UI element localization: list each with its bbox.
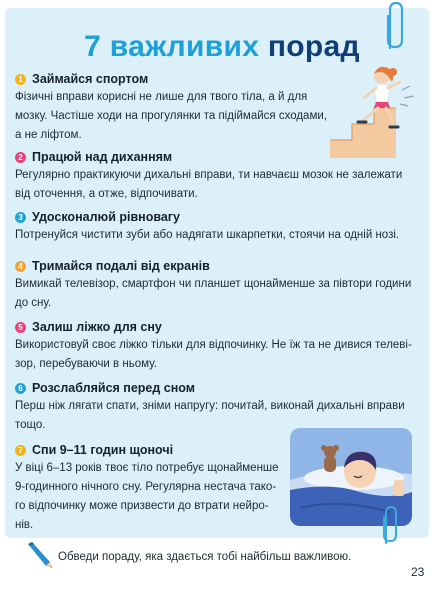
tip-1-heading-row xyxy=(15,70,385,88)
tip-7 xyxy=(15,441,305,535)
tip-7-line-1: У віці 6–13 років твоє тіло потребує щонайменше xyxy=(15,462,279,474)
tip-4-line-2: до сну. xyxy=(15,297,52,309)
tip-1-line-3: а не ліфтом. xyxy=(15,129,82,141)
tip-4-line-1: Вимикай телевізор, смартфон чи планшет щонайменше за півтори години xyxy=(15,278,412,290)
tip-5-heading: Залиш ліжко для сну xyxy=(32,320,162,334)
tip-7-heading-row xyxy=(15,441,305,459)
tip-4 xyxy=(15,257,425,313)
tip-5-heading-row xyxy=(15,318,425,336)
tip-number-badge: 3 xyxy=(15,212,26,223)
tip-6-heading-row xyxy=(15,379,425,397)
tip-3-heading: Удосконалюй рівновагу xyxy=(32,210,180,224)
tip-5 xyxy=(15,318,425,374)
title-part-1: 7 важливих xyxy=(84,30,260,63)
tip-3-heading-row xyxy=(15,208,425,226)
tip-number-badge: 1 xyxy=(15,74,26,85)
instruction-note: Обведи пораду, яка здається тобі найбільш важливою. xyxy=(58,551,352,563)
tip-5-line-1: Використовуй своє ліжко тільки для відпочинку. Не їж та не дивися телеві- xyxy=(15,339,412,351)
tip-7-line-4: нів. xyxy=(15,519,34,531)
tip-2-body xyxy=(15,166,425,204)
tip-2-heading: Працюй над диханням xyxy=(32,150,173,164)
tip-2-line-1: Регулярно практикуючи дихальні вправи, ти навчаєш мозок не залежати xyxy=(15,169,403,181)
tip-5-body xyxy=(15,336,425,374)
tip-2-heading-row xyxy=(15,148,425,166)
page-title xyxy=(0,30,444,64)
page-number: 23 xyxy=(411,565,425,579)
pencil-icon xyxy=(24,540,54,570)
tip-2 xyxy=(15,148,425,204)
tip-6-line-1: Перш ніж лягати спати, зніми напругу: почитай, виконай дихальні вправи xyxy=(15,400,405,412)
tip-number-badge: 6 xyxy=(15,383,26,394)
tip-2-line-2: від оточення, а отже, відпочивати. xyxy=(15,188,198,200)
tip-7-body xyxy=(15,459,305,535)
tip-1-line-2: мозку. Частіше ходи на прогулянки та підіймайся сходами, xyxy=(15,110,327,122)
tip-number-badge: 7 xyxy=(15,445,26,456)
tip-7-heading: Спи 9–11 годин щоночі xyxy=(32,443,174,457)
tip-7-line-3: го відпочинку може призвести до втрати нейро- xyxy=(15,500,269,512)
tip-5-line-2: зор, перебуваючи в ньому. xyxy=(15,358,157,370)
tip-7-line-2: 9-годинного нічного сну. Регулярна нестача тако- xyxy=(15,481,277,493)
paperclip-icon xyxy=(378,505,400,545)
tip-1-line-1: Фізичні вправи корисні не лише для твого тіла, а й для xyxy=(15,91,308,103)
tip-number-badge: 4 xyxy=(15,261,26,272)
tip-number-badge: 2 xyxy=(15,152,26,163)
tip-3-line-1: Потренуйся чистити зуби або надягати шкарпетки, стоячи на одній нозі. xyxy=(15,229,400,241)
title-part-2: порад xyxy=(267,30,360,63)
tip-1-heading: Займайся спортом xyxy=(32,72,149,86)
tip-3-body xyxy=(15,226,425,245)
tip-6-line-2: тощо. xyxy=(15,419,46,431)
tip-1-body xyxy=(15,88,385,145)
tip-number-badge: 5 xyxy=(15,322,26,333)
tip-1 xyxy=(15,70,385,145)
tip-4-heading-row xyxy=(15,257,425,275)
tip-4-heading: Тримайся подалі від екранів xyxy=(32,259,210,273)
tip-6 xyxy=(15,379,425,435)
tip-3 xyxy=(15,208,425,245)
tip-6-heading: Розслабляйся перед сном xyxy=(32,381,196,395)
tip-4-body xyxy=(15,275,425,313)
